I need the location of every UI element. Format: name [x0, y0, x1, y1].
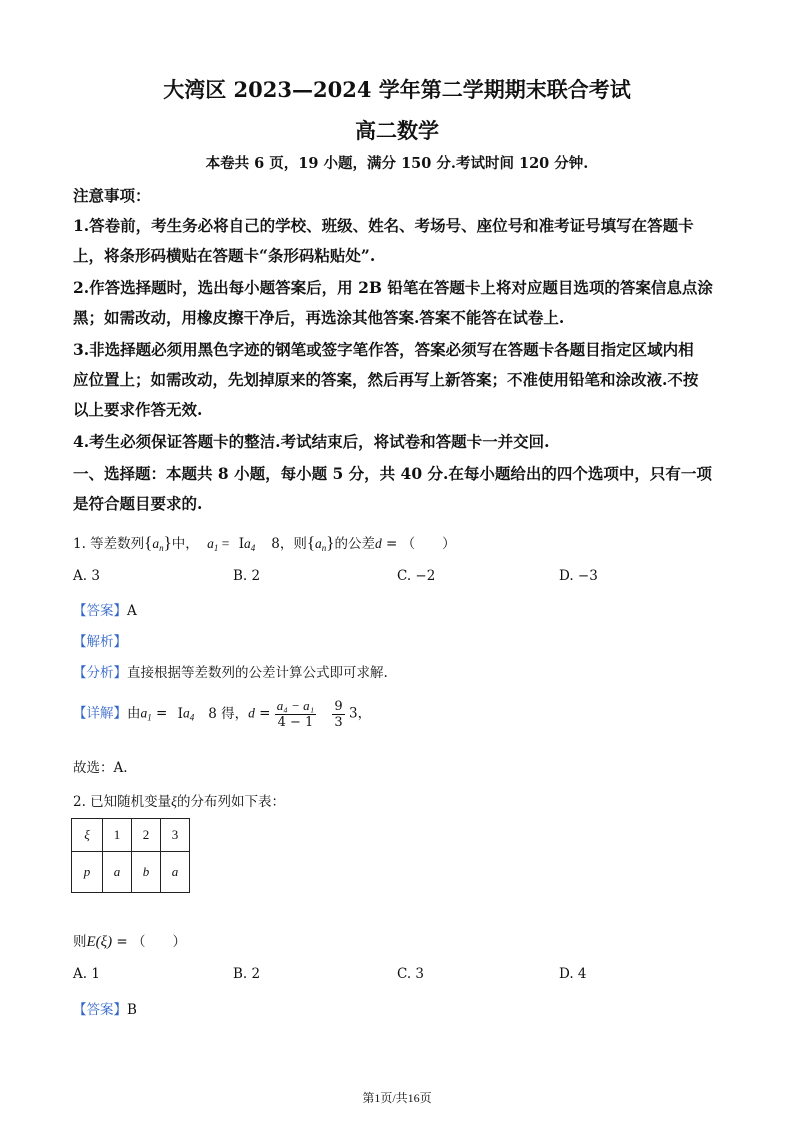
- table-cell: 1: [103, 819, 132, 852]
- q2-pre: 2. 已知随机变量: [73, 794, 172, 810]
- xj-glyph: I: [177, 705, 183, 722]
- table-cell: p: [72, 852, 103, 893]
- table-row: [72, 819, 190, 852]
- question-1-stem: [73, 532, 456, 553]
- frac1-num: a₄ − a₁: [276, 698, 315, 713]
- fraction-difference: [275, 698, 316, 730]
- table-cell: a: [161, 852, 190, 893]
- answer-value: A: [127, 603, 137, 619]
- cond-a: a: [207, 536, 214, 551]
- exam-title: 大湾区 2023—2024 学年第二学期期末联合考试: [163, 77, 631, 102]
- q1-zhong: 中，: [171, 536, 199, 552]
- exam-subject: 高二数学: [355, 118, 439, 143]
- cond-b: a: [244, 536, 251, 551]
- q1-then: ，则: [279, 536, 307, 552]
- xj-sub1: 1: [147, 712, 152, 723]
- xj-pre: 由: [127, 705, 141, 722]
- seq-sub: n: [159, 543, 164, 553]
- option-c: C. 3: [397, 966, 425, 982]
- seq-var-2: a: [315, 536, 322, 551]
- option-c: C. −2: [397, 568, 436, 584]
- option-b: B. 2: [233, 966, 261, 982]
- table-cell: ξ: [72, 819, 103, 852]
- table-cell: 3: [161, 819, 190, 852]
- table-cell: a: [103, 852, 132, 893]
- frac2-den: 3: [334, 714, 343, 730]
- answer-tag: 【答案】: [73, 1002, 127, 1018]
- xiangjie-line: [73, 698, 371, 730]
- section-heading-cont: 是符合题目要求的.: [73, 494, 203, 513]
- xi-symbol: ξ: [171, 794, 177, 809]
- cond-num: 8: [271, 536, 280, 552]
- notice-line: 黑；如需改动，用橡皮擦干净后，再选涂其他答案.答案不能答在试卷上.: [73, 308, 565, 327]
- exam-info: 本卷共 6 页，19 小题，满分 150 分.考试时间 120 分钟.: [205, 155, 589, 172]
- distribution-table: [71, 818, 190, 893]
- option-a: A. 1: [73, 966, 100, 982]
- brace-close: }: [163, 533, 172, 552]
- q1-prefix: 1. 等差数列: [73, 536, 145, 552]
- q2-post: 的分布列如下表：: [176, 794, 285, 810]
- option-a: A. 3: [73, 568, 100, 584]
- answer-value: B: [127, 1002, 137, 1018]
- notice-line: 1.答卷前，考生务必将自己的学校、班级、姓名、考场号、座位号和准考证号填写在答题卡: [73, 216, 694, 235]
- brace-open-2: {: [306, 533, 316, 552]
- cond-eq: =: [218, 536, 233, 551]
- var-d: d: [374, 536, 382, 551]
- cond-glyph: I: [238, 536, 245, 552]
- fenxi-line: [73, 661, 388, 681]
- q1-tail: = （ ）: [381, 536, 456, 552]
- expectation-expr: E(ξ): [86, 934, 113, 950]
- brace-close-2: }: [326, 533, 335, 552]
- notice-line: 4.考生必须保证答题卡的整洁.考试结束后，将试卷和答题卡一并交回.: [73, 432, 550, 451]
- analysis-tag: 【解析】: [73, 634, 127, 650]
- cond-sub4: 4: [250, 543, 256, 553]
- fraction-value: [332, 699, 344, 730]
- answer-line: [73, 998, 137, 1018]
- seq-var: a: [152, 536, 160, 551]
- table-row: [72, 852, 190, 893]
- notice-line: 上，将条形码横贴在答题卡“条形码粘贴处”.: [73, 246, 376, 265]
- table-cell: b: [132, 852, 161, 893]
- fenxi-tag: 【分析】: [73, 665, 127, 681]
- answer-line: [73, 599, 137, 619]
- seq-sub-2: n: [321, 543, 327, 553]
- question-2-stem: [73, 790, 285, 810]
- xj-sub4: 4: [189, 712, 195, 723]
- xj-a: a: [140, 705, 148, 721]
- notice-line: 3.非选择题必须用黑色字迹的钢笔或签字笔作答，答案必须写在答题卡各题目指定区域内相: [73, 340, 694, 359]
- q1-gongcha: 的公差: [334, 536, 375, 552]
- option-d: D. −3: [559, 568, 598, 584]
- xiangjie-tag: 【详解】: [73, 705, 127, 722]
- cond-sub1: 1: [213, 543, 219, 553]
- notice-heading: 注意事项：: [73, 186, 151, 205]
- q2-then-pre: 则: [73, 934, 87, 950]
- xj-deq: =: [254, 705, 275, 722]
- option-d: D. 4: [559, 966, 587, 982]
- xj-d: d: [248, 705, 255, 721]
- section-heading: 一、选择题：本题共 8 小题，每小题 5 分，共 40 分.在每小题给出的四个选项中，只有一项: [73, 464, 712, 483]
- notice-line: 2.作答选择题时，选出每小题答案后，用 2B 铅笔在答题卡上将对应题目选项的答案信息点涂: [73, 278, 713, 297]
- table-cell: 2: [132, 819, 161, 852]
- q2-then-line: [73, 930, 186, 951]
- frac1-den: 4 − 1: [277, 715, 314, 730]
- brace-open: {: [144, 533, 153, 552]
- xj-num: 8 得，: [208, 705, 249, 722]
- q2-then-post: = （ ）: [112, 934, 186, 950]
- fenxi-text: 直接根据等差数列的公差计算公式即可求解.: [127, 665, 388, 681]
- notice-line: 以上要求作答无效.: [73, 400, 203, 419]
- page-number: 第1页/共16页: [362, 1091, 432, 1105]
- xj-eq: =: [151, 705, 172, 722]
- notice-line: 应位置上；如需改动，先划掉原来的答案，然后再写上新答案；不准使用铅笔和涂改液.不按: [73, 370, 699, 389]
- option-b: B. 2: [233, 568, 261, 584]
- frac2-num: 9: [334, 698, 343, 714]
- xj-end: 3，: [344, 705, 372, 722]
- choose-line: 故选：A.: [73, 760, 128, 776]
- answer-tag: 【答案】: [73, 603, 127, 619]
- xj-b: a: [183, 705, 190, 721]
